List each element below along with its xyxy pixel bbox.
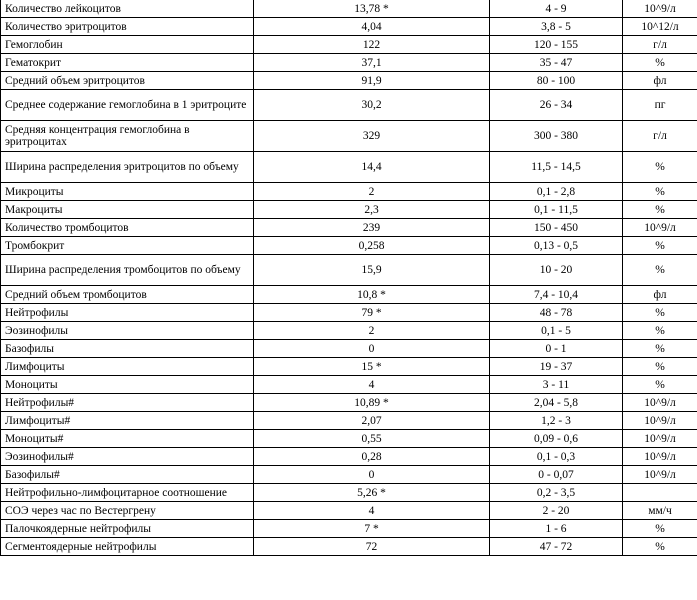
- reference-range-cell: 0,09 - 0,6: [490, 430, 623, 448]
- result-value-cell: 10,8 *: [254, 286, 490, 304]
- test-name-cell: Тромбокрит: [1, 237, 254, 255]
- reference-range-cell: 0,1 - 11,5: [490, 201, 623, 219]
- unit-cell: %: [623, 538, 697, 556]
- table-row: [1, 219, 697, 237]
- reference-range-cell: 1,2 - 3: [490, 412, 623, 430]
- unit-cell: 10^9/л: [623, 430, 697, 448]
- reference-range-cell: 0,13 - 0,5: [490, 237, 623, 255]
- result-value-cell: 13,78 *: [254, 0, 490, 18]
- unit-cell: %: [623, 520, 697, 538]
- table-row: [1, 466, 697, 484]
- table-row: [1, 358, 697, 376]
- unit-cell: %: [623, 358, 697, 376]
- table-row: [1, 18, 697, 36]
- reference-range-cell: 1 - 6: [490, 520, 623, 538]
- table-row: [1, 237, 697, 255]
- result-value-cell: 91,9: [254, 72, 490, 90]
- result-value-cell: 79 *: [254, 304, 490, 322]
- reference-range-cell: 300 - 380: [490, 121, 623, 152]
- unit-cell: 10^9/л: [623, 448, 697, 466]
- table-row: [1, 520, 697, 538]
- table-row: [1, 538, 697, 556]
- table-row: [1, 448, 697, 466]
- result-value-cell: 14,4: [254, 152, 490, 183]
- reference-range-cell: 80 - 100: [490, 72, 623, 90]
- result-value-cell: 10,89 *: [254, 394, 490, 412]
- reference-range-cell: 0 - 1: [490, 340, 623, 358]
- result-value-cell: 0,55: [254, 430, 490, 448]
- table-row: [1, 502, 697, 520]
- table-row: [1, 54, 697, 72]
- reference-range-cell: 2,04 - 5,8: [490, 394, 623, 412]
- test-name-cell: Лимфоциты: [1, 358, 254, 376]
- unit-cell: 10^9/л: [623, 412, 697, 430]
- reference-range-cell: 48 - 78: [490, 304, 623, 322]
- unit-cell: пг: [623, 90, 697, 121]
- reference-range-cell: 3 - 11: [490, 376, 623, 394]
- unit-cell: 10^9/л: [623, 394, 697, 412]
- test-name-cell: Нейтрофилы#: [1, 394, 254, 412]
- reference-range-cell: 26 - 34: [490, 90, 623, 121]
- test-name-cell: Лимфоциты#: [1, 412, 254, 430]
- unit-cell: %: [623, 152, 697, 183]
- table-row: [1, 72, 697, 90]
- table-row: [1, 322, 697, 340]
- test-name-cell: Ширина распределения тромбоцитов по объему: [1, 255, 254, 286]
- reference-range-cell: 0,1 - 5: [490, 322, 623, 340]
- test-name-cell: Средняя концентрация гемоглобина в эритроцитах: [1, 121, 254, 152]
- table-row: [1, 201, 697, 219]
- result-value-cell: 15 *: [254, 358, 490, 376]
- unit-cell: мм/ч: [623, 502, 697, 520]
- table-row: [1, 286, 697, 304]
- unit-cell: %: [623, 54, 697, 72]
- unit-cell: %: [623, 255, 697, 286]
- test-name-cell: Макроциты: [1, 201, 254, 219]
- table-row: [1, 340, 697, 358]
- test-name-cell: Базофилы: [1, 340, 254, 358]
- result-value-cell: 0: [254, 466, 490, 484]
- unit-cell: %: [623, 304, 697, 322]
- reference-range-cell: 7,4 - 10,4: [490, 286, 623, 304]
- reference-range-cell: 4 - 9: [490, 0, 623, 18]
- reference-range-cell: 0,1 - 0,3: [490, 448, 623, 466]
- reference-range-cell: 47 - 72: [490, 538, 623, 556]
- test-name-cell: Нейтрофилы: [1, 304, 254, 322]
- test-name-cell: СОЭ через час по Вестергрену: [1, 502, 254, 520]
- test-name-cell: Среднее содержание гемоглобина в 1 эритроците: [1, 90, 254, 121]
- table-row: [1, 90, 697, 121]
- table-row: [1, 430, 697, 448]
- unit-cell: фл: [623, 286, 697, 304]
- reference-range-cell: 19 - 37: [490, 358, 623, 376]
- test-name-cell: Палочкоядерные нейтрофилы: [1, 520, 254, 538]
- result-value-cell: 15,9: [254, 255, 490, 286]
- unit-cell: %: [623, 322, 697, 340]
- test-name-cell: Количество лейкоцитов: [1, 0, 254, 18]
- test-name-cell: Нейтрофильно-лимфоцитарное соотношение: [1, 484, 254, 502]
- reference-range-cell: 0,1 - 2,8: [490, 183, 623, 201]
- unit-cell: 10^9/л: [623, 219, 697, 237]
- unit-cell: %: [623, 237, 697, 255]
- table-row: [1, 484, 697, 502]
- result-value-cell: 72: [254, 538, 490, 556]
- table-row: [1, 36, 697, 54]
- result-value-cell: 2: [254, 322, 490, 340]
- unit-cell: %: [623, 183, 697, 201]
- reference-range-cell: 120 - 155: [490, 36, 623, 54]
- test-name-cell: Моноциты#: [1, 430, 254, 448]
- result-value-cell: 4: [254, 376, 490, 394]
- result-value-cell: 2,3: [254, 201, 490, 219]
- test-name-cell: Моноциты: [1, 376, 254, 394]
- reference-range-cell: 0 - 0,07: [490, 466, 623, 484]
- test-name-cell: Гематокрит: [1, 54, 254, 72]
- test-name-cell: Эозинофилы: [1, 322, 254, 340]
- table-row: [1, 376, 697, 394]
- unit-cell: г/л: [623, 121, 697, 152]
- test-name-cell: Средний объем эритроцитов: [1, 72, 254, 90]
- result-value-cell: 4,04: [254, 18, 490, 36]
- unit-cell: %: [623, 376, 697, 394]
- result-value-cell: 2,07: [254, 412, 490, 430]
- result-value-cell: 5,26 *: [254, 484, 490, 502]
- test-name-cell: Эозинофилы#: [1, 448, 254, 466]
- result-value-cell: 122: [254, 36, 490, 54]
- test-name-cell: Сегментоядерные нейтрофилы: [1, 538, 254, 556]
- result-value-cell: 0,28: [254, 448, 490, 466]
- reference-range-cell: 10 - 20: [490, 255, 623, 286]
- unit-cell: 10^9/л: [623, 0, 697, 18]
- reference-range-cell: 35 - 47: [490, 54, 623, 72]
- table-row: [1, 121, 697, 152]
- result-value-cell: 37,1: [254, 54, 490, 72]
- lab-results-body: [1, 0, 697, 556]
- test-name-cell: Микроциты: [1, 183, 254, 201]
- result-value-cell: 0: [254, 340, 490, 358]
- test-name-cell: Гемоглобин: [1, 36, 254, 54]
- table-row: [1, 255, 697, 286]
- reference-range-cell: 150 - 450: [490, 219, 623, 237]
- table-row: [1, 152, 697, 183]
- unit-cell: %: [623, 201, 697, 219]
- test-name-cell: Количество тромбоцитов: [1, 219, 254, 237]
- unit-cell: 10^9/л: [623, 466, 697, 484]
- reference-range-cell: 2 - 20: [490, 502, 623, 520]
- unit-cell: г/л: [623, 36, 697, 54]
- table-row: [1, 183, 697, 201]
- test-name-cell: Средний объем тромбоцитов: [1, 286, 254, 304]
- table-row: [1, 304, 697, 322]
- result-value-cell: 329: [254, 121, 490, 152]
- test-name-cell: Ширина распределения эритроцитов по объему: [1, 152, 254, 183]
- table-row: [1, 394, 697, 412]
- unit-cell: 10^12/л: [623, 18, 697, 36]
- unit-cell: %: [623, 340, 697, 358]
- result-value-cell: 2: [254, 183, 490, 201]
- result-value-cell: 30,2: [254, 90, 490, 121]
- reference-range-cell: 11,5 - 14,5: [490, 152, 623, 183]
- table-row: [1, 0, 697, 18]
- reference-range-cell: 0,2 - 3,5: [490, 484, 623, 502]
- test-name-cell: Количество эритроцитов: [1, 18, 254, 36]
- result-value-cell: 0,258: [254, 237, 490, 255]
- result-value-cell: 7 *: [254, 520, 490, 538]
- result-value-cell: 239: [254, 219, 490, 237]
- unit-cell: фл: [623, 72, 697, 90]
- reference-range-cell: 3,8 - 5: [490, 18, 623, 36]
- test-name-cell: Базофилы#: [1, 466, 254, 484]
- table-row: [1, 412, 697, 430]
- unit-cell: [623, 484, 697, 502]
- result-value-cell: 4: [254, 502, 490, 520]
